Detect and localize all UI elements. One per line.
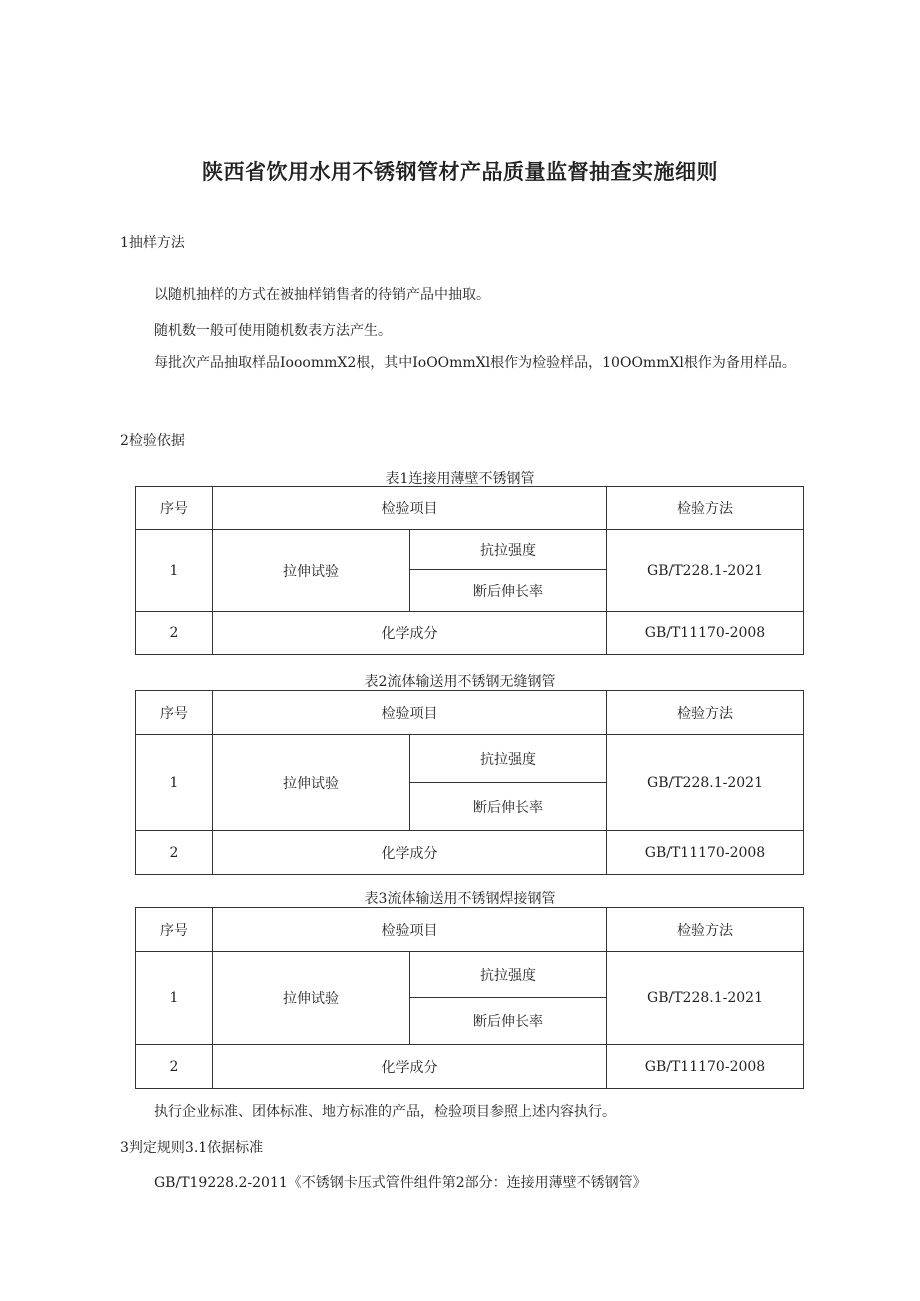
header-item: 检验项目 — [213, 691, 607, 735]
cell-method: GB/T228.1-2021 — [607, 530, 804, 612]
cell-item: 化学成分 — [213, 612, 607, 655]
cell-method: GB/T11170-2008 — [607, 1045, 804, 1089]
cell-item: 拉伸试验 — [213, 530, 410, 612]
cell-item: 化学成分 — [213, 1045, 607, 1089]
header-no: 序号 — [136, 691, 213, 735]
table-header-row — [136, 691, 804, 735]
section-1-paragraph-1: 以随机抽样的方式在被抽样销售者的待销产品中抽取。 — [154, 287, 490, 303]
cell-no: 2 — [136, 1045, 213, 1089]
cell-item: 化学成分 — [213, 831, 607, 875]
cell-no: 1 — [136, 530, 213, 612]
table-3 — [135, 907, 804, 1089]
section-1-heading: 1抽样方法 — [120, 235, 185, 251]
table-row — [136, 1045, 804, 1089]
table-row — [136, 530, 804, 570]
cell-item: 拉伸试验 — [213, 735, 410, 831]
table-header-row — [136, 908, 804, 952]
cell-method: GB/T11170-2008 — [607, 831, 804, 875]
table-1-caption: 表1连接用薄壁不锈钢管 — [385, 471, 535, 487]
cell-subitem: 抗拉强度 — [410, 735, 607, 783]
header-method: 检验方法 — [607, 908, 804, 952]
document-title: 陕西省饮用水用不锈钢管材产品质量监督抽查实施细则 — [202, 160, 718, 184]
section-2-note: 执行企业标准、团体标准、地方标准的产品，检验项目参照上述内容执行。 — [154, 1104, 616, 1120]
cell-subitem: 断后伸长率 — [410, 570, 607, 612]
cell-method: GB/T228.1-2021 — [607, 735, 804, 831]
header-no: 序号 — [136, 908, 213, 952]
table-row — [136, 831, 804, 875]
header-item: 检验项目 — [213, 908, 607, 952]
header-method: 检验方法 — [607, 487, 804, 530]
header-method: 检验方法 — [607, 691, 804, 735]
table-row — [136, 612, 804, 655]
section-1-paragraph-2: 随机数一般可使用随机数表方法产生。 — [154, 323, 392, 339]
table-2-caption: 表2流体输送用不锈钢无缝钢管 — [364, 674, 556, 690]
section-3-paragraph-1: GB/T19228.2-2011《不锈钢卡压式管件组件第2部分：连接用薄壁不锈钢管》 — [154, 1175, 647, 1191]
table-3-caption: 表3流体输送用不锈钢焊接钢管 — [364, 891, 556, 907]
header-item: 检验项目 — [213, 487, 607, 530]
section-3-heading: 3判定规则3.1依据标准 — [120, 1140, 264, 1156]
cell-no: 2 — [136, 831, 213, 875]
cell-method: GB/T11170-2008 — [607, 612, 804, 655]
cell-subitem: 断后伸长率 — [410, 783, 607, 831]
cell-no: 1 — [136, 735, 213, 831]
header-no: 序号 — [136, 487, 213, 530]
cell-subitem: 断后伸长率 — [410, 998, 607, 1045]
cell-subitem: 抗拉强度 — [410, 530, 607, 570]
cell-item: 拉伸试验 — [213, 952, 410, 1045]
cell-subitem: 抗拉强度 — [410, 952, 607, 998]
cell-no: 2 — [136, 612, 213, 655]
table-row — [136, 952, 804, 998]
cell-no: 1 — [136, 952, 213, 1045]
section-1-paragraph-3: 每批次产品抽取样品IooommX2根，其中IoOOmmXl根作为检验样品，10OOmmXl根作为备用样品。 — [154, 355, 796, 371]
cell-method: GB/T228.1-2021 — [607, 952, 804, 1045]
section-2-heading: 2检验依据 — [120, 433, 185, 449]
table-row — [136, 735, 804, 783]
table-header-row — [136, 487, 804, 530]
table-2 — [135, 690, 804, 875]
table-1 — [135, 486, 804, 655]
